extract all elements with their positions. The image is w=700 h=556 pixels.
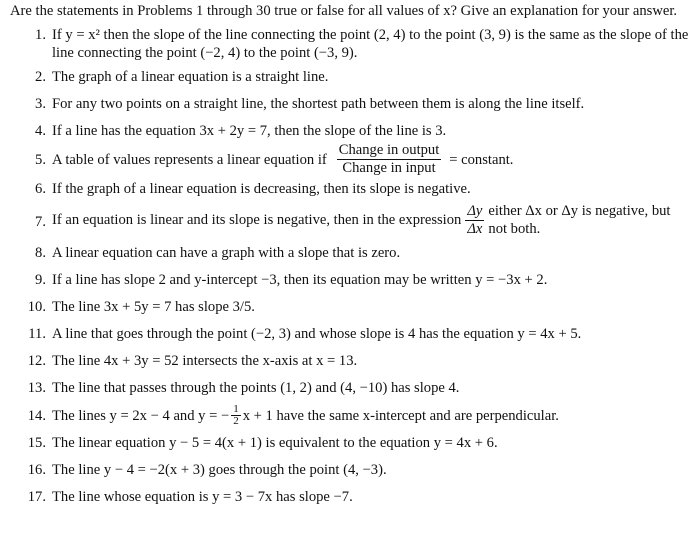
problem-text: If a line has slope 2 and y-intercept −3, then its equation may be written y = −3x + 2.: [52, 272, 548, 288]
problem-number: 15.: [27, 435, 46, 451]
problem-text-suffix: x + 1 have the same x-intercept and are perpendicular.: [242, 407, 559, 424]
problem-number: 8.: [35, 245, 46, 261]
problem-item: [10, 122, 690, 140]
half-fraction: [231, 404, 241, 427]
problem-item: [10, 244, 690, 262]
problem-text: A table of values represents a linear equation if: [52, 151, 327, 168]
fraction-numerator: 1: [233, 403, 239, 415]
problem-number: 7.: [35, 214, 46, 230]
problem-item: [10, 434, 690, 452]
problem-list: [10, 26, 690, 506]
instructions: Are the statements in Problems 1 through 30 true or false for all values of x? Give an explanation for your answer.: [10, 3, 678, 19]
problem-number: 17.: [27, 489, 46, 505]
problem-item: [10, 461, 690, 479]
problem-text: The linear equation y − 5 = 4(x + 1) is equivalent to the equation y = 4x + 6.: [52, 435, 498, 451]
fraction-denominator: Δx: [467, 220, 483, 237]
problem-text: The line that passes through the points (1, 2) and (4, −10) has slope 4.: [52, 380, 460, 396]
problem-number: 4.: [35, 123, 46, 139]
problem-text-suffix: either Δx or Δy is negative, but not both.: [488, 203, 671, 237]
problem-text: For any two points on a straight line, the shortest path between them is along the line itself.: [52, 96, 585, 112]
problem-number: 16.: [27, 462, 46, 478]
problem-item: [10, 95, 690, 113]
problem-item: [10, 271, 690, 289]
problem-number: 10.: [27, 299, 46, 315]
fraction-denominator: 2: [233, 415, 239, 427]
problem-text: If the graph of a linear equation is decreasing, then its slope is negative.: [52, 181, 471, 197]
problem-text: The line y − 4 = −2(x + 3) goes through the point (4, −3).: [52, 462, 387, 478]
problem-number: 6.: [35, 181, 46, 197]
problem-text: If a line has the equation 3x + 2y = 7, then the slope of the line is 3.: [52, 123, 447, 139]
ratio-fraction: [337, 142, 442, 177]
problem-item: [10, 298, 690, 316]
problem-number: 11.: [28, 326, 46, 342]
problem-item: [10, 352, 690, 370]
problem-number: 2.: [35, 69, 46, 85]
problem-text: If y = x² then the slope of the line connecting the point (2, 4) to the point (3, 9) is the same as the slope of the line connecting the point (−2, 4) to the point (−3, 9).: [52, 27, 689, 61]
problem-text: If an equation is linear and its slope is negative, then in the expression: [52, 212, 462, 228]
problem-item: [10, 404, 690, 427]
problem-item: [10, 180, 690, 198]
problem-text-suffix: = constant.: [449, 151, 514, 168]
problem-text: The lines y = 2x − 4 and y = −: [52, 407, 230, 424]
problem-item: [10, 202, 690, 238]
problem-number: 9.: [35, 272, 46, 288]
problem-text: The line whose equation is y = 3 − 7x has slope −7.: [52, 489, 353, 505]
problem-item: [10, 325, 690, 343]
problem-text: A line that goes through the point (−2, 3) and whose slope is 4 has the equation y = 4x + 5.: [52, 326, 582, 342]
problem-number: 3.: [35, 96, 46, 112]
problem-text: The line 4x + 3y = 52 intersects the x-axis at x = 13.: [52, 353, 358, 369]
problem-number: 13.: [27, 380, 46, 396]
problem-item: [10, 68, 690, 86]
fraction-denominator: Change in input: [342, 160, 436, 176]
problem-item: [10, 142, 690, 177]
problem-text: The graph of a linear equation is a straight line.: [52, 69, 329, 85]
problem-number: 12.: [27, 353, 46, 369]
problem-item: [10, 26, 690, 62]
problem-number: 5.: [35, 151, 46, 168]
fraction-numerator: Δy: [467, 202, 483, 219]
problem-text: A linear equation can have a graph with a slope that is zero.: [52, 245, 401, 261]
problem-item: [10, 488, 690, 506]
problem-text: The line 3x + 5y = 7 has slope 3/5.: [52, 299, 255, 315]
problem-number: 14.: [27, 407, 46, 424]
delta-fraction: [465, 203, 484, 238]
problem-number: 1.: [35, 27, 46, 43]
fraction-numerator: Change in output: [338, 142, 440, 158]
problem-item: [10, 379, 690, 397]
